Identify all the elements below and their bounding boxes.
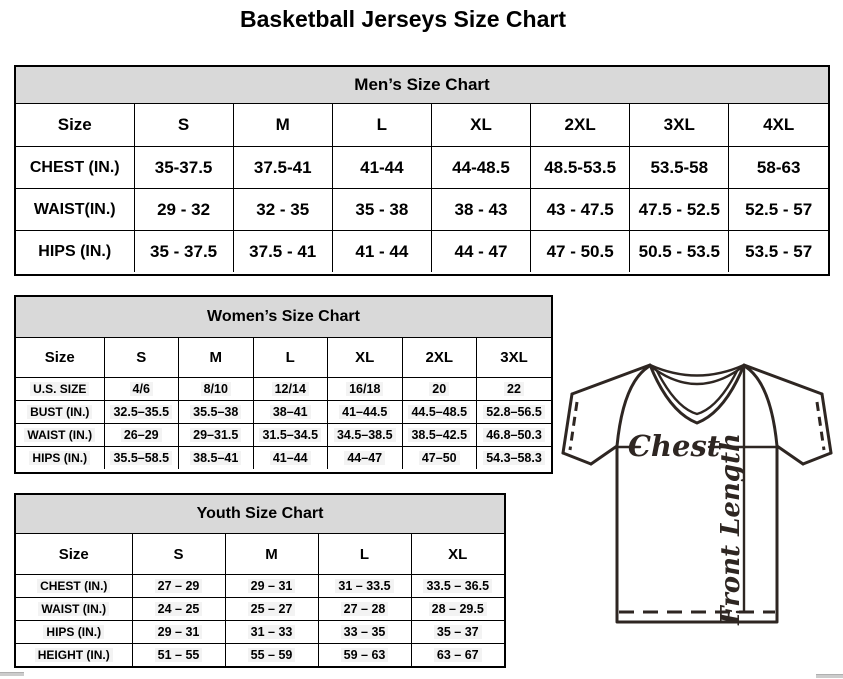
- value-cell: 53.5-58: [630, 147, 729, 189]
- value-cell: 20: [402, 378, 477, 401]
- value-cell: 52.8–56.5: [477, 401, 552, 424]
- value-cell: 35.5–58.5: [104, 447, 179, 470]
- value-cell: 35 - 38: [332, 189, 431, 231]
- value-cell: 33.5 – 36.5: [411, 575, 504, 598]
- horizontal-scrollbar-fragment-right[interactable]: [816, 674, 843, 678]
- mens-size-table: [16, 104, 828, 272]
- size-column-header: S: [132, 534, 225, 575]
- mens-chart-title: Men’s Size Chart: [16, 67, 828, 104]
- value-cell: 37.5-41: [233, 147, 332, 189]
- page-title: Basketball Jerseys Size Chart: [239, 6, 566, 32]
- value-cell: 63 – 67: [411, 644, 504, 667]
- value-cell: 12/14: [253, 378, 328, 401]
- size-column-header: M: [179, 338, 254, 378]
- chest-label: Chest: [627, 429, 721, 463]
- value-cell: 35 – 37: [411, 621, 504, 644]
- womens-chart-title: Women’s Size Chart: [16, 297, 551, 338]
- womens-hips-row: [16, 447, 551, 470]
- womens-bust-row: [16, 401, 551, 424]
- womens-us-size-row: [16, 378, 551, 401]
- value-cell: 31 – 33.5: [318, 575, 411, 598]
- value-cell: 29–31.5: [179, 424, 254, 447]
- value-cell: 28 – 29.5: [411, 598, 504, 621]
- youth-height-row: [16, 644, 504, 667]
- value-cell: 29 - 32: [134, 189, 233, 231]
- value-cell: 53.5 - 57: [729, 231, 828, 273]
- row-label-cell: WAIST (IN.): [16, 598, 132, 621]
- value-cell: 47.5 - 52.5: [630, 189, 729, 231]
- size-header-cell: Size: [16, 104, 134, 147]
- value-cell: 35.5–38: [179, 401, 254, 424]
- value-cell: 44.5–48.5: [402, 401, 477, 424]
- size-column-header: 2XL: [531, 104, 630, 147]
- value-cell: 47 - 50.5: [531, 231, 630, 273]
- value-cell: 33 – 35: [318, 621, 411, 644]
- youth-size-chart: [14, 493, 506, 668]
- value-cell: 29 – 31: [132, 621, 225, 644]
- value-cell: 35-37.5: [134, 147, 233, 189]
- size-column-header: M: [233, 104, 332, 147]
- value-cell: 52.5 - 57: [729, 189, 828, 231]
- value-cell: 35 - 37.5: [134, 231, 233, 273]
- value-cell: 50.5 - 53.5: [630, 231, 729, 273]
- value-cell: 46.8–50.3: [477, 424, 552, 447]
- size-column-header: L: [253, 338, 328, 378]
- mens-hips-row: [16, 231, 828, 273]
- value-cell: 32.5–35.5: [104, 401, 179, 424]
- value-cell: 44-48.5: [431, 147, 530, 189]
- value-cell: 54.3–58.3: [477, 447, 552, 470]
- youth-waist-row: [16, 598, 504, 621]
- value-cell: 25 – 27: [225, 598, 318, 621]
- row-label-cell: CHEST (IN.): [16, 147, 134, 189]
- mens-size-chart: [14, 65, 830, 276]
- value-cell: 16/18: [328, 378, 403, 401]
- front-length-label: Front Length: [716, 433, 746, 625]
- size-column-header: 3XL: [477, 338, 552, 378]
- value-cell: 29 – 31: [225, 575, 318, 598]
- size-header-cell: Size: [16, 534, 132, 575]
- row-label-cell: WAIST (IN.): [16, 424, 104, 447]
- size-column-header: XL: [328, 338, 403, 378]
- value-cell: 31 – 33: [225, 621, 318, 644]
- youth-size-table: [16, 534, 504, 666]
- value-cell: 41-44: [332, 147, 431, 189]
- row-label-cell: HIPS (IN.): [16, 231, 134, 273]
- size-column-header: S: [134, 104, 233, 147]
- value-cell: 4/6: [104, 378, 179, 401]
- row-label-cell: CHEST (IN.): [16, 575, 132, 598]
- mens-chest-row: [16, 147, 828, 189]
- value-cell: 24 – 25: [132, 598, 225, 621]
- youth-hips-row: [16, 621, 504, 644]
- value-cell: 44 - 47: [431, 231, 530, 273]
- size-column-header: 2XL: [402, 338, 477, 378]
- value-cell: 41–44: [253, 447, 328, 470]
- value-cell: 37.5 - 41: [233, 231, 332, 273]
- value-cell: 48.5-53.5: [531, 147, 630, 189]
- value-cell: 22: [477, 378, 552, 401]
- size-column-header: M: [225, 534, 318, 575]
- mens-header-row: [16, 104, 828, 147]
- value-cell: 38 - 43: [431, 189, 530, 231]
- value-cell: 27 – 29: [132, 575, 225, 598]
- value-cell: 44–47: [328, 447, 403, 470]
- value-cell: 41 - 44: [332, 231, 431, 273]
- size-column-header: XL: [411, 534, 504, 575]
- row-label-cell: WAIST(IN.): [16, 189, 134, 231]
- youth-chart-title: Youth Size Chart: [16, 495, 504, 534]
- value-cell: 51 – 55: [132, 644, 225, 667]
- value-cell: 43 - 47.5: [531, 189, 630, 231]
- value-cell: 32 - 35: [233, 189, 332, 231]
- size-column-header: L: [332, 104, 431, 147]
- row-label-cell: HIPS (IN.): [16, 447, 104, 470]
- jersey-outline: [572, 365, 650, 394]
- youth-chest-row: [16, 575, 504, 598]
- womens-size-chart: [14, 295, 553, 474]
- value-cell: 31.5–34.5: [253, 424, 328, 447]
- value-cell: 38.5–42.5: [402, 424, 477, 447]
- size-header-cell: Size: [16, 338, 104, 378]
- youth-header-row: [16, 534, 504, 575]
- horizontal-scrollbar-fragment-left[interactable]: [0, 672, 24, 676]
- size-column-header: S: [104, 338, 179, 378]
- value-cell: 38–41: [253, 401, 328, 424]
- size-column-header: 3XL: [630, 104, 729, 147]
- value-cell: 38.5–41: [179, 447, 254, 470]
- value-cell: 8/10: [179, 378, 254, 401]
- mens-waist-row: [16, 189, 828, 231]
- value-cell: 26–29: [104, 424, 179, 447]
- value-cell: 55 – 59: [225, 644, 318, 667]
- row-label-cell: HEIGHT (IN.): [16, 644, 132, 667]
- value-cell: 34.5–38.5: [328, 424, 403, 447]
- value-cell: 27 – 28: [318, 598, 411, 621]
- value-cell: 47–50: [402, 447, 477, 470]
- womens-header-row: [16, 338, 551, 378]
- row-label-cell: U.S. SIZE: [16, 378, 104, 401]
- size-column-header: L: [318, 534, 411, 575]
- size-column-header: 4XL: [729, 104, 828, 147]
- size-column-header: XL: [431, 104, 530, 147]
- row-label-cell: HIPS (IN.): [16, 621, 132, 644]
- value-cell: 59 – 63: [318, 644, 411, 667]
- value-cell: 41–44.5: [328, 401, 403, 424]
- jersey-measurement-diagram: [556, 356, 840, 630]
- value-cell: 58-63: [729, 147, 828, 189]
- womens-size-table: [16, 338, 551, 469]
- row-label-cell: BUST (IN.): [16, 401, 104, 424]
- womens-waist-row: [16, 424, 551, 447]
